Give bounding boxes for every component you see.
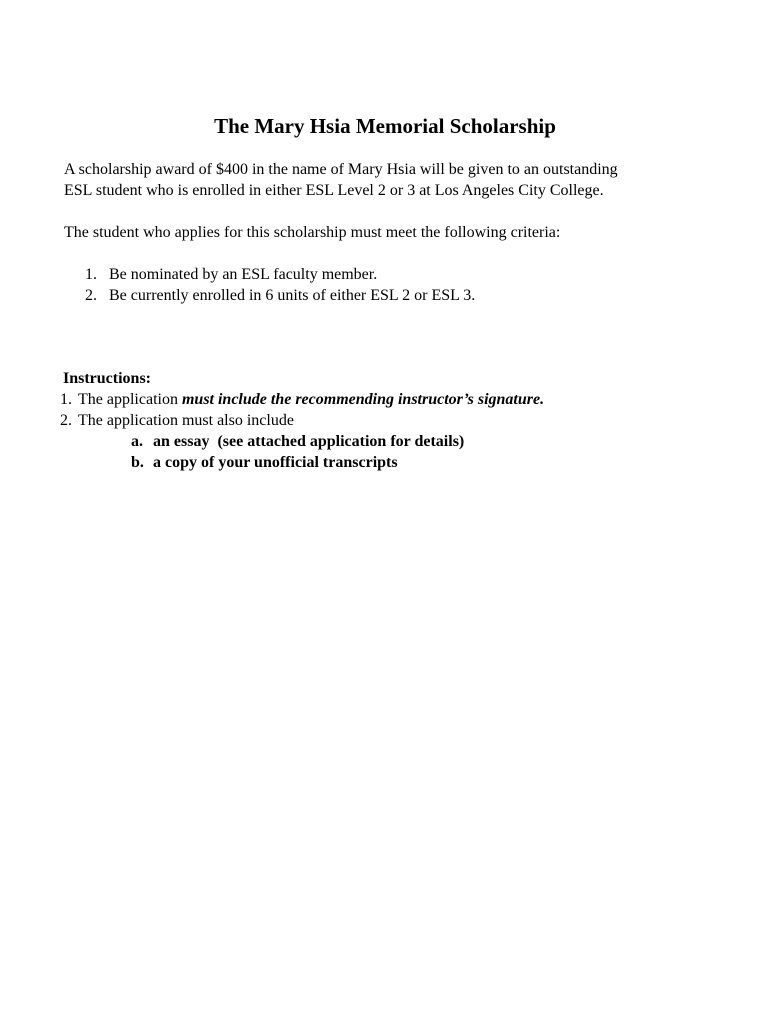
criteria-number: 1. bbox=[85, 266, 97, 283]
sub-item-letter: a. bbox=[131, 433, 143, 450]
instruction-number: 1. bbox=[60, 391, 72, 408]
criteria-text: Be nominated by an ESL faculty member. bbox=[109, 266, 378, 283]
criteria-text: Be currently enrolled in 6 units of either ESL 2 or ESL 3. bbox=[109, 287, 476, 304]
sub-item-letter: b. bbox=[131, 454, 144, 471]
instructions-heading: Instructions: bbox=[63, 370, 152, 387]
document-title: The Mary Hsia Memorial Scholarship bbox=[214, 114, 556, 138]
intro-line-1: A scholarship award of $400 in the name of Mary Hsia will be given to an outstanding bbox=[64, 161, 618, 178]
instruction-number: 2. bbox=[60, 412, 72, 429]
criteria-number: 2. bbox=[85, 287, 97, 304]
sub-item-text: an essay (see attached application for details) bbox=[153, 433, 465, 450]
criteria-intro: The student who applies for this scholarship must meet the following criteria: bbox=[64, 224, 561, 241]
criteria-item bbox=[85, 264, 377, 285]
intro-paragraph bbox=[64, 159, 724, 201]
intro-line-2: ESL student who is enrolled in either ESL Level 2 or 3 at Los Angeles City College. bbox=[64, 182, 604, 199]
instruction-item bbox=[60, 389, 544, 410]
sub-item bbox=[131, 431, 464, 452]
instruction-text: The application bbox=[78, 391, 182, 408]
sub-item-text: a copy of your unofficial transcripts bbox=[153, 454, 398, 471]
sub-item bbox=[131, 452, 398, 473]
instruction-item bbox=[60, 410, 294, 431]
criteria-item bbox=[85, 285, 475, 306]
instruction-emphasis: must include the recommending instructor’s signature. bbox=[181, 391, 545, 408]
instruction-text: The application must also include bbox=[78, 412, 294, 429]
